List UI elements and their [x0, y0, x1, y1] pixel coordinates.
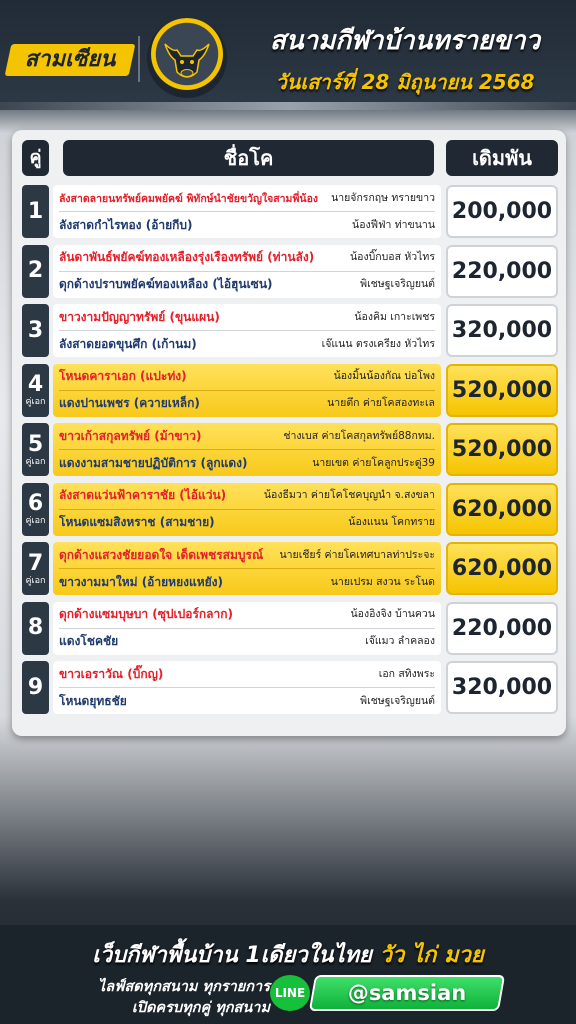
blue-corner-owner: พิเชษฐเจริญยนต์	[360, 694, 435, 707]
subline-1: ไลฟ์สดทุกสนาม ทุกรายการ	[97, 979, 270, 995]
bet-amount: 220,000	[446, 245, 558, 298]
cock-names	[53, 661, 441, 714]
blue-corner-owner: น้องฟีฟ่า ท่าขนาน	[352, 218, 435, 231]
blue-corner-line	[59, 450, 435, 476]
blue-corner-owner: น้องแนน โคกทราย	[348, 516, 435, 528]
page-title: สนามกีฬาบ้านทรายขาว	[269, 26, 541, 56]
main-pair-tag: คู่เอก	[25, 456, 46, 467]
pair-number	[22, 661, 49, 714]
bet-amount: 320,000	[446, 661, 558, 714]
bet-amount: 220,000	[446, 602, 558, 655]
line-app-icon[interactable]	[270, 975, 310, 1011]
red-corner-owner: น้องบิ๊กบอส หัวไทร	[349, 251, 435, 263]
blue-corner-owner: เจ๊แนน ตรงเครียง หัวไทร	[321, 337, 435, 350]
pair-number	[22, 602, 49, 655]
brand-logo	[5, 44, 136, 76]
red-corner-line	[59, 364, 435, 391]
red-corner-cock: ขาวเอราวัณ (บิ๊กญ)	[59, 666, 164, 681]
blue-corner-cock: ขาวงามมาใหม่ (อ้ายหยงแหยัง)	[59, 574, 223, 589]
pair-number-value: 4	[27, 372, 44, 397]
col-header-bet: เดิมพัน	[446, 140, 558, 176]
subline-2: เปิดครบทุกคู่ ทุกสนาม	[131, 1000, 270, 1016]
red-corner-line	[59, 483, 435, 510]
red-corner-owner: ช่างเบส ค่ายโคสกุลทรัพย์88กทม.	[283, 429, 435, 442]
blue-corner-cock: ลังสาดยอดขุนศึก (เก้านม)	[59, 336, 197, 351]
red-corner-owner: น้องมิ้นน้องกัณ บ่อโพง	[333, 370, 435, 382]
bull-head-icon	[147, 18, 227, 98]
bet-amount: 520,000	[446, 364, 558, 417]
pair-number-value: 6	[27, 491, 44, 516]
line-handle: @samsian	[347, 981, 467, 1005]
red-corner-line	[59, 185, 435, 212]
red-corner-cock: ดุกด้างแซมบุษบา (ซุปเปอร์กลาก)	[59, 607, 234, 621]
line-handle-button[interactable]	[309, 975, 505, 1011]
blue-corner-owner: นายเปรม สงวน ระโนด	[330, 575, 435, 588]
blue-corner-owner: พิเชษฐเจริญยนต์	[360, 278, 435, 290]
pair-number	[22, 483, 49, 536]
main-pair-tag: คู่เอก	[25, 397, 46, 407]
blue-corner-cock: ดุกด้างปราบพยัคฆ์ทองเหลือง (ไอ้ฮุนเซน)	[59, 277, 273, 291]
blue-corner-owner: เจ๊แมว ลำคลอง	[365, 635, 435, 647]
blue-corner-line	[59, 212, 435, 238]
tagline	[0, 937, 576, 972]
bet-amount: 520,000	[446, 423, 558, 476]
blue-corner-line	[59, 391, 435, 417]
cock-names	[53, 185, 441, 238]
red-corner-cock: โหนดคาราเอก (แปะท่ง)	[59, 369, 187, 383]
brand-name: สามเซียน	[24, 47, 116, 72]
blue-corner-cock: ลังสาดกำไรทอง (อ้ายกีบ)	[59, 217, 193, 232]
header	[0, 0, 576, 110]
red-corner-owner: น้องคิม เกาะเพชร	[354, 310, 435, 323]
match-row	[22, 602, 558, 655]
match-row	[22, 304, 558, 357]
red-corner-owner: น้องธีมวา ค่ายโคโชคบุญนำ จ.สงขลา	[263, 489, 435, 501]
cock-names	[53, 542, 441, 595]
pair-number-value: 9	[27, 674, 44, 700]
tagline-highlight: วัว ไก่ มวย	[379, 943, 484, 968]
blue-corner-cock: โหนดยุทธชัย	[59, 693, 127, 708]
blue-corner-owner: นายเขต ค่ายโคลูกประดู่39	[312, 456, 435, 469]
col-header-names: ชื่อโค	[63, 140, 434, 176]
red-corner-line	[59, 602, 435, 629]
red-corner-owner: นายจักรกฤษ ทรายขาว	[331, 191, 435, 204]
blue-corner-line	[59, 272, 435, 298]
cock-names	[53, 602, 441, 655]
blue-corner-cock: โหนดแซมสิงหราช (สามชาย)	[59, 515, 215, 529]
tagline-text: เว็บกีฬาพื้นบ้าน 1เดียวในไทย	[92, 943, 372, 968]
pair-number-value: 7	[27, 550, 44, 576]
main-pair-tag: คู่เอก	[25, 575, 46, 586]
match-table	[12, 130, 566, 736]
pair-number-value: 3	[27, 317, 44, 343]
red-corner-cock: ขาวงามปัญญาทรัพย์ (ขุนแผน)	[59, 309, 220, 324]
red-corner-line	[59, 423, 435, 450]
cock-names	[53, 483, 441, 536]
blue-corner-line	[59, 688, 435, 714]
col-header-pair: คู่	[22, 140, 49, 176]
pair-number	[22, 245, 49, 298]
match-row	[22, 185, 558, 238]
pair-number	[22, 364, 49, 417]
blue-corner-cock: แดงปานเพชร (ควายเหล็ก)	[59, 396, 200, 410]
bet-amount: 620,000	[446, 483, 558, 536]
pair-number	[22, 185, 49, 238]
match-row	[22, 423, 558, 476]
blue-corner-owner: นายตึก ค่ายโคสองทะเล	[327, 397, 435, 409]
red-corner-owner: นายเชียร์ ค่ายโคเทศบาลท่าประจะ	[279, 548, 435, 561]
event-date: วันเสาร์ที่ 28 มิถุนายน 2568	[275, 70, 535, 94]
match-row	[22, 542, 558, 595]
blue-corner-cock: แดงงามสามชายปฏิบัติการ (ลูกแดง)	[59, 455, 248, 470]
blue-corner-line	[59, 331, 435, 357]
match-row	[22, 483, 558, 536]
pair-number	[22, 423, 49, 476]
red-corner-line	[59, 245, 435, 272]
pair-number-value: 1	[27, 198, 44, 224]
pair-number-value: 8	[27, 615, 44, 640]
pair-number	[22, 542, 49, 595]
blue-corner-line	[59, 629, 435, 655]
divider	[138, 36, 140, 82]
pair-number-value: 2	[27, 258, 44, 283]
blue-corner-line	[59, 569, 435, 595]
pair-number-value: 5	[27, 431, 44, 457]
bet-amount: 620,000	[446, 542, 558, 595]
blue-corner-cock: แดงโชคชัย	[59, 634, 119, 648]
cock-names	[53, 304, 441, 357]
main-pair-tag: คู่เอก	[25, 516, 46, 526]
red-corner-line	[59, 661, 435, 688]
red-corner-cock: ลังสาดลายนทรัพย์คมพยัคฆ์ พิทักษ์นำชัยขวัญใจสามพี่น้อง	[59, 192, 319, 205]
red-corner-cock: ลังสาดแว่นฟ้าคาราชัย (ไอ้แว่น)	[59, 488, 227, 502]
red-corner-cock: ดุกด้างแสวงชัยยอดใจ เด็ดเพชรสมบูรณ์	[59, 547, 264, 562]
red-corner-line	[59, 542, 435, 569]
red-corner-cock: ขาวเก้าสกุลทรัพย์ (ม้าขาว)	[59, 428, 202, 443]
red-corner-owner: น้องอิงจิง บ้านควน	[350, 608, 435, 620]
red-corner-cock: ลันดาพันธ์พยัคฆ์ทองเหลืองรุ่งเรืองทรัพย์ (ท่านลัง)	[59, 250, 315, 264]
pair-number	[22, 304, 49, 357]
red-corner-line	[59, 304, 435, 331]
match-row	[22, 245, 558, 298]
cock-names	[53, 245, 441, 298]
cock-names	[53, 423, 441, 476]
line-label: LINE	[274, 986, 306, 1000]
match-row	[22, 661, 558, 714]
bet-amount: 320,000	[446, 304, 558, 357]
match-row	[22, 364, 558, 417]
blue-corner-line	[59, 510, 435, 536]
cock-names	[53, 364, 441, 417]
bet-amount: 200,000	[446, 185, 558, 238]
red-corner-owner: เอก สทิงพระ	[378, 667, 435, 680]
